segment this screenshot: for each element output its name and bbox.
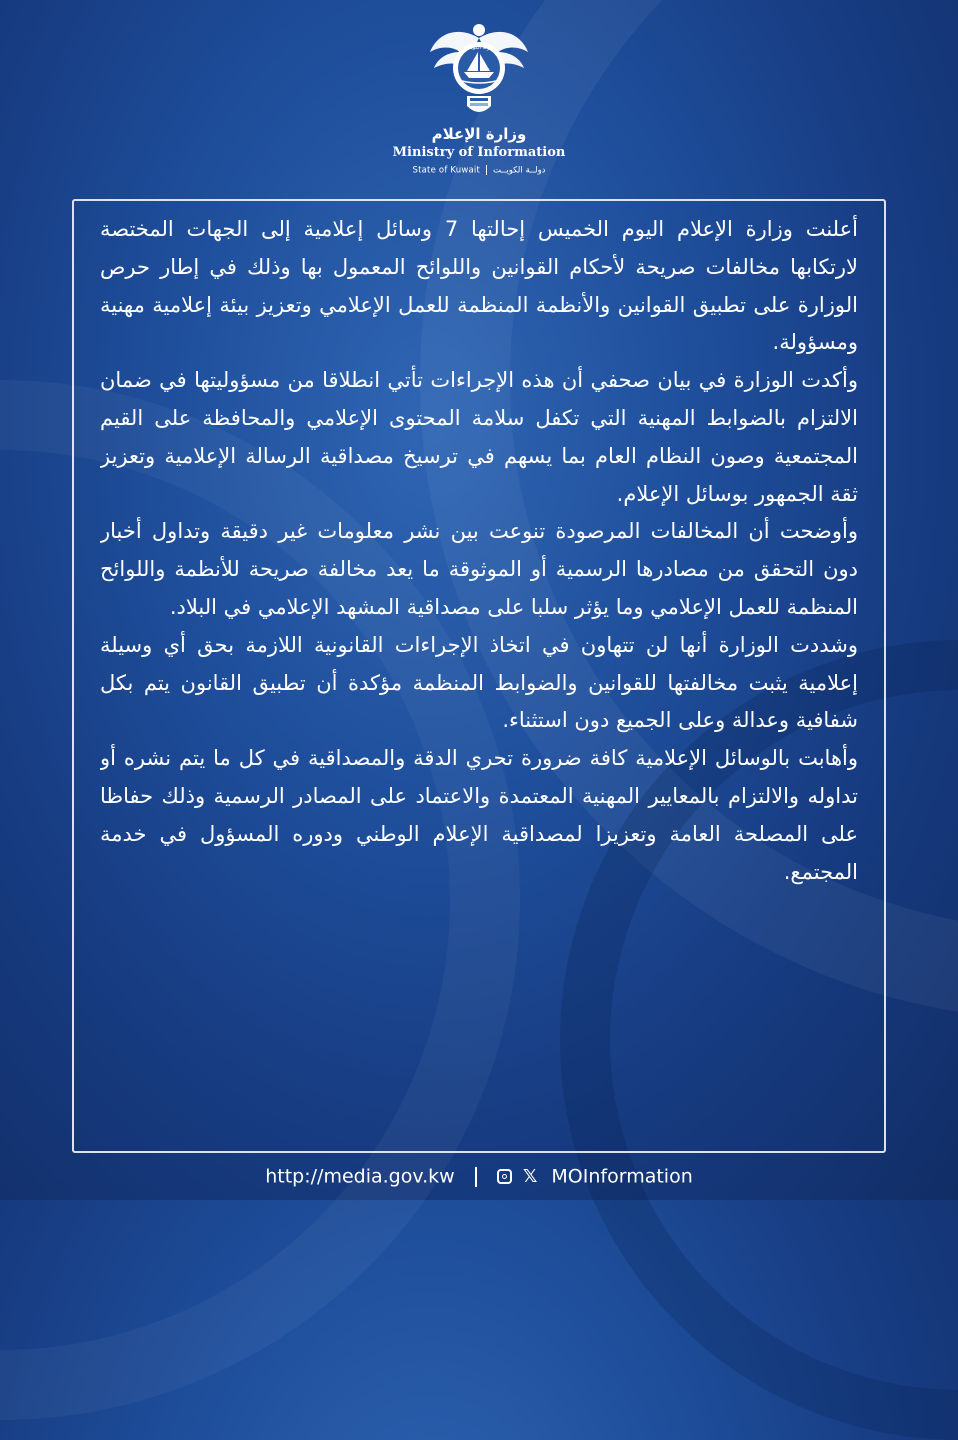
emblem-text: دولة الكويت xyxy=(466,45,492,51)
ministry-name-english: Ministry of Information xyxy=(392,145,566,160)
state-name xyxy=(0,165,958,176)
paragraph-3: وأوضحت أن المخالفات المرصودة تنوعت بين نشر معلومات غير دقيقة وتداول أخبار دون التحقق من مصادرها الرسمية أو الموثوقة ما يعد مخالفة صريحة للأنظمة واللوائح المنظمة للعمل الإعلامي وما يؤثر سلبا على مصداقية المشهد الإعلامي في البلاد. xyxy=(100,519,858,619)
instagram-icon xyxy=(497,1169,512,1184)
paragraph-4: وشددت الوزارة أنها لن تتهاون في اتخاذ الإجراءات القانونية اللازمة بحق أي وسيلة إعلامية يثبت مخالفتها للقوانين والضوابط المنظمة مؤكدة أن تطبيق القانون يتم بكل شفافية وعدالة وعلى الجميع دون استثناء. xyxy=(100,632,858,733)
ministry-name-arabic: وزارة الإعلام xyxy=(431,125,527,143)
paragraph-5: وأهابت بالوسائل الإعلامية كافة ضرورة تحري الدقة والمصداقية في كل ما يتم نشره أو تداوله والالتزام بالمعايير المهنية المعتمدة والاعتماد على المصادر الرسمية وذلك حفاظا على المصلحة العامة وتعزيزا لمصداقية الإعلام الوطني ودوره المسؤول في خدمة المجتمع. xyxy=(100,746,858,884)
ministry-logo xyxy=(0,18,958,176)
press-release-body xyxy=(100,211,858,1131)
divider xyxy=(486,165,487,175)
footer xyxy=(0,1165,958,1195)
social-handle[interactable]: MOInformation xyxy=(551,1165,693,1188)
paragraph-1: أعلنت وزارة الإعلام اليوم الخميس إحالتها 7 وسائل إعلامية إلى الجهات المختصة لارتكابها مخالفات صريحة لأحكام القوانين واللوائح المعمول بها وذلك في إطار حرص الوزارة على تطبيق القوانين والأنظمة المنظمة للعمل الإعلامي وتعزيز بيئة إعلامية مهنية ومسؤولة. xyxy=(100,217,858,355)
x-icon: 𝕏 xyxy=(522,1166,538,1187)
kuwait-emblem-icon xyxy=(424,18,534,123)
website-link[interactable]: http://media.gov.kw xyxy=(265,1165,455,1188)
state-name-english: State of Kuwait xyxy=(412,165,481,176)
state-name-arabic: دولــة الكويــت xyxy=(493,165,546,176)
footer-divider xyxy=(475,1167,477,1187)
paragraph-2: وأكدت الوزارة في بيان صحفي أن هذه الإجراءات تأتي انطلاقا من مسؤوليتها في ضمان الالتزام بالضوابط المهنية التي تكفل سلامة المحتوى الإعلامي والمحافظة على القيم المجتمعية وصون النظام العام بما يسهم في ترسيخ مصداقية الرسالة الإعلامية وتعزيز ثقة الجمهور بوسائل الإعلام. xyxy=(100,368,858,506)
